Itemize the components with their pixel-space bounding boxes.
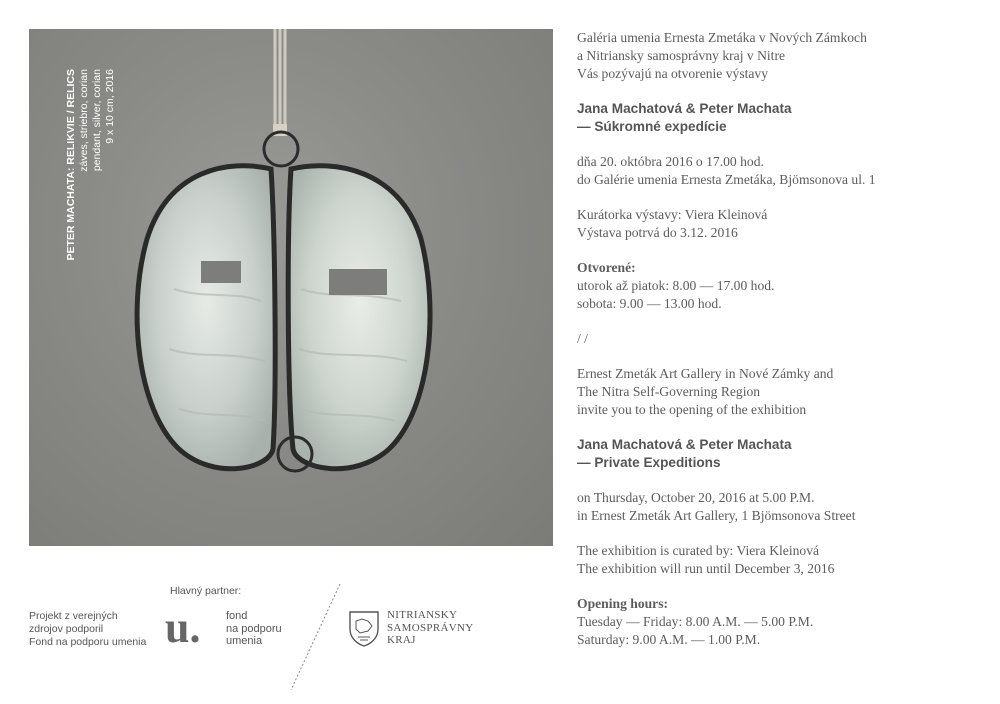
caption-title: PETER MACHATA: RELIKVIE / RELICS [65, 69, 77, 261]
credit-line: zdrojov podporil [29, 623, 104, 635]
artists: Jana Machatová & Peter Machata [577, 101, 792, 116]
exhibition-name-en: — Private Expeditions [577, 455, 721, 470]
hours-sk-line: utorok až piatok: 8.00 — 17.00 hod. [577, 278, 775, 293]
hours-sk-label: Otvorené: [577, 260, 636, 275]
curator-sk-line: Kurátorka výstavy: Viera Kleinová [577, 207, 768, 222]
hours-en-line: Saturday: 9.00 A.M. — 1.00 P.M. [577, 632, 761, 647]
funding-credit [29, 610, 159, 649]
curator-sk [577, 206, 987, 242]
exhibition-title-en [577, 436, 987, 472]
hours-en [577, 595, 987, 649]
hours-en-label: Opening hours: [577, 596, 669, 611]
fund-text-line: umenia [226, 635, 263, 647]
exhibition-name-sk: — Súkromné expedície [577, 119, 727, 134]
separator: / / [577, 331, 588, 346]
fund-logo-text [226, 610, 282, 648]
partner-label: Hlavný partner: [170, 585, 242, 597]
curator-en-line: The exhibition is curated by: Viera Kleinová [577, 543, 820, 558]
date-sk [577, 153, 987, 189]
caption-material-sk: záves, striebro, corian [78, 69, 90, 172]
caption-material-en: pendant, silver, corian [91, 69, 103, 172]
intro-sk-line: Vás pozývajú na otvorenie výstavy [577, 66, 769, 81]
fund-text-line: na podporu [226, 622, 282, 635]
date-en [577, 489, 987, 525]
hours-sk-line: sobota: 9.00 — 13.00 hod. [577, 296, 722, 311]
intro-en-line: invite you to the opening of the exhibition [577, 402, 807, 417]
hours-en-line: Tuesday — Friday: 8.00 A.M. — 5.00 P.M. [577, 614, 814, 629]
nsk-crest-icon [348, 609, 380, 647]
artwork-photo [29, 29, 553, 546]
fund-logo: u. [165, 603, 201, 652]
credit-line: Projekt z verejných [29, 610, 118, 622]
fund-text-line: fond [226, 610, 248, 622]
nsk-text-line: NITRIANSKY [387, 609, 458, 621]
credit-line: Fond na podporu umenia [29, 636, 147, 648]
footer [0, 560, 560, 704]
intro-sk-line: a Nitriansky samosprávny kraj v Nitre [577, 48, 786, 63]
venue-sk-line: do Galérie umenia Ernesta Zmetáka, Bjömsonova ul. 1 [577, 172, 876, 187]
intro-en [577, 365, 987, 419]
duration-sk-line: Výstava potrvá do 3.12. 2016 [577, 225, 738, 240]
nsk-text-line: SAMOSPRÁVNY [387, 621, 474, 634]
exhibition-title-sk [577, 100, 987, 136]
date-en-line: on Thursday, October 20, 2016 at 5.00 P.M. [577, 490, 815, 505]
artwork-caption [65, 69, 121, 269]
nsk-text-line: KRAJ [387, 634, 416, 646]
date-sk-line: dňa 20. októbra 2016 o 17.00 hod. [577, 154, 764, 169]
nsk-logo-text [387, 609, 473, 647]
intro-sk [577, 29, 987, 83]
duration-en-line: The exhibition will run until December 3, 2016 [577, 561, 835, 576]
artists: Jana Machatová & Peter Machata [577, 437, 792, 452]
curator-en [577, 542, 987, 578]
intro-en-line: The Nitra Self-Governing Region [577, 384, 761, 399]
intro-sk-line: Galéria umenia Ernesta Zmetáka v Nových Zámkoch [577, 30, 867, 45]
hours-sk [577, 259, 987, 313]
invitation-text [577, 29, 987, 666]
venue-en-line: in Ernest Zmeták Art Gallery, 1 Bjömsonova Street [577, 508, 856, 523]
intro-en-line: Ernest Zmeták Art Gallery in Nové Zámky and [577, 366, 834, 381]
caption-dimensions: 9 x 10 cm, 2016 [104, 69, 116, 144]
dotted-divider [288, 582, 344, 694]
